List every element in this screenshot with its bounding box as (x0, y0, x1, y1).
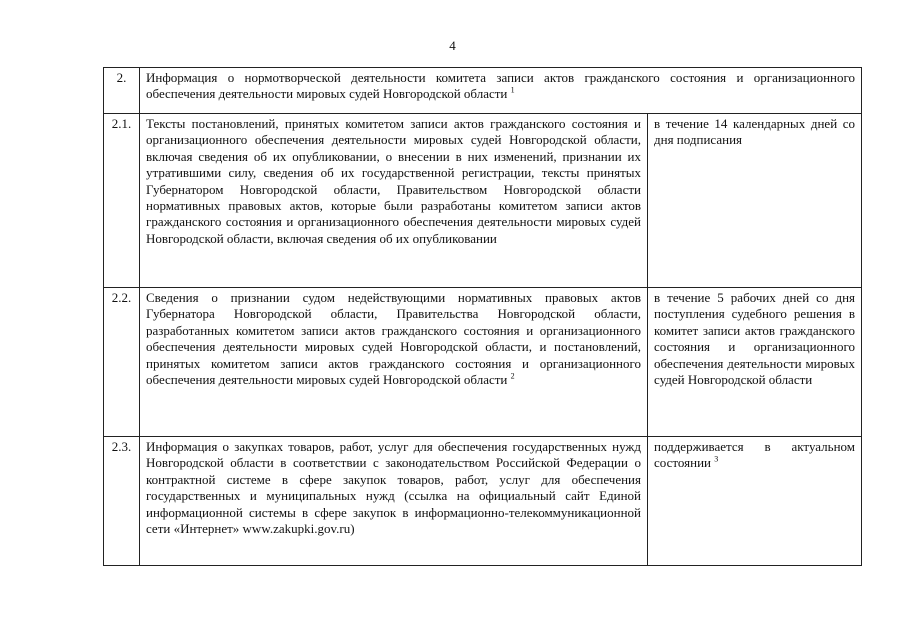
row-number: 2.1. (104, 114, 140, 288)
section-title-cell (140, 68, 862, 114)
row-term: в течение 14 календарных дней со дня подписания (654, 116, 856, 148)
row-number: 2.2. (104, 288, 140, 437)
row-term-cell (648, 288, 862, 437)
row-content: Информация о закупках товаров, работ, услуг для обеспечения государственных нужд Новгородской области в соответствии с законодательством Российской Федерации о контрактной системе в сфере закупок товаров, работ, услуг для обеспечения государственных и муниципальных нужд (ссылка на официальный сайт Единой информационной системы в сфере закупок в информационно-телекоммуникационной сети «Интернет» www.zakupki.gov.ru) (146, 439, 641, 537)
footnote-marker: 2 (510, 371, 515, 381)
page-number: 4 (449, 38, 456, 53)
table-row (104, 288, 862, 437)
table-row (104, 437, 862, 566)
row-term: поддерживается в актуальном состоянии (654, 439, 856, 471)
row-number: 2.3. (104, 437, 140, 566)
document-table (103, 67, 862, 566)
row-content-cell (140, 437, 648, 566)
row-content-cell (140, 114, 648, 288)
row-term: в течение 5 рабочих дней со дня поступления судебного решения в комитет записи актов гражданского состояния и организационного обеспечения деятельности мировых судей Новгородской области (654, 290, 856, 388)
section-number: 2. (104, 68, 140, 114)
table-row (104, 114, 862, 288)
row-content: Тексты постановлений, принятых комитетом записи актов гражданского состояния и организационного обеспечения деятельности мировых судей Новгородской области, включая сведения об их опубликовании, о внесении в них изменений, признании их утратившими силу, сведения об их государственной регистрации, тексты принятых Губернатором Новгородской области, Правительством Новгородской области нормативных правовых актов, которые были разработаны комитетом записи актов гражданского состояния и организационного обеспечения деятельности мировых судей Новгородской области, включая сведения об их опубликовании (146, 116, 641, 246)
section-title: Информация о нормотворческой деятельности комитета записи актов гражданского состояния и организационного обеспечения деятельности мировых судей Новгородской области (146, 70, 856, 102)
row-content: Сведения о признании судом недействующими нормативных правовых актов Губернатора Новгородской области, Правительства Новгородской области, разработанных комитетом записи актов гражданского состояния и организационного обеспечения деятельности мировых судей Новгородской области, и постановлений, принятых комитетом записи актов гражданского состояния и организационного обеспечения деятельности мировых судей Новгородской области (146, 290, 641, 388)
footnote-marker: 1 (510, 86, 515, 96)
table-section-row (104, 68, 862, 114)
row-term-cell (648, 437, 862, 566)
row-content-cell (140, 288, 648, 437)
row-term-cell (648, 114, 862, 288)
footnote-marker: 3 (714, 455, 719, 465)
